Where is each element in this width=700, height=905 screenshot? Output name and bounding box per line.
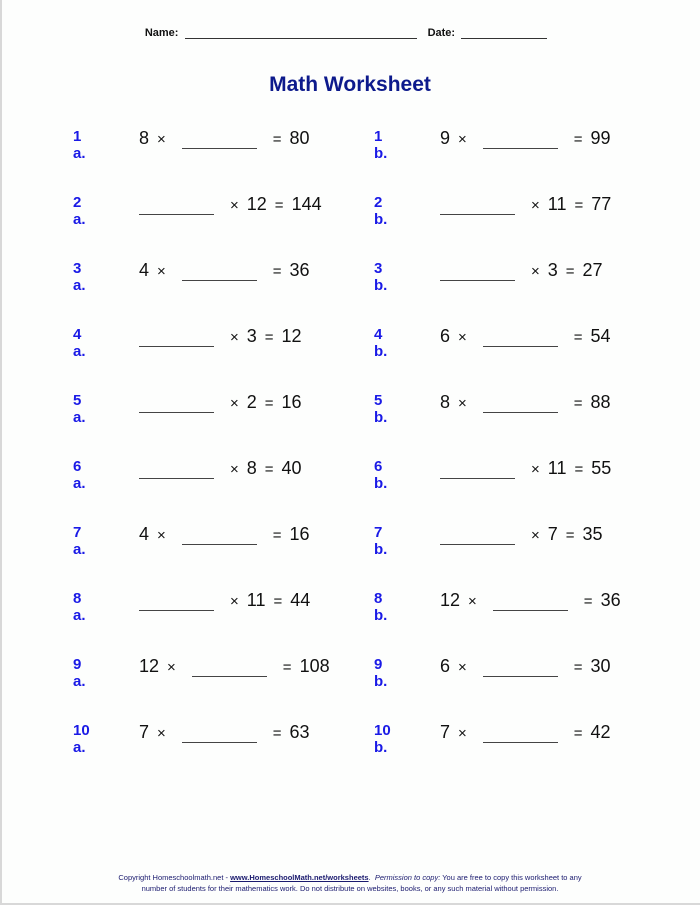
number: 35 (582, 524, 603, 544)
equation (440, 194, 611, 215)
number: 36 (600, 590, 621, 610)
problem-label: 5 b. (374, 392, 388, 426)
times-sign: × (531, 197, 540, 214)
equals-sign: = (573, 131, 583, 148)
times-sign: × (230, 395, 239, 412)
equation (139, 524, 310, 545)
number: 11 (246, 590, 266, 610)
equation (440, 458, 611, 479)
number: 77 (591, 194, 612, 214)
times-sign: × (458, 131, 467, 148)
number: 144 (291, 194, 322, 214)
permission-text: You are free to copy this worksheet to any (440, 873, 582, 882)
equation (139, 458, 302, 479)
problem-label: 1 b. (374, 128, 388, 162)
problem-label: 9 a. (73, 656, 86, 690)
equals-sign: = (574, 197, 584, 214)
times-sign: × (230, 461, 239, 478)
times-sign: × (458, 395, 467, 412)
number: 88 (590, 392, 611, 412)
number: 12 (246, 194, 267, 214)
equals-sign: = (583, 593, 593, 610)
times-sign: × (157, 131, 166, 148)
answer-blank[interactable] (192, 658, 267, 677)
times-sign: × (458, 329, 467, 346)
equation (139, 392, 302, 413)
worksheets-link[interactable]: www.HomeschoolMath.net/worksheets (230, 873, 369, 882)
answer-blank[interactable] (440, 262, 515, 281)
number: 54 (590, 326, 611, 346)
answer-blank[interactable] (139, 328, 214, 347)
answer-blank[interactable] (139, 196, 214, 215)
answer-blank[interactable] (483, 724, 558, 743)
number: 7 (547, 524, 558, 544)
problem-label: 4 a. (73, 326, 86, 360)
equation (440, 590, 621, 611)
problem-label: 6 b. (374, 458, 388, 492)
answer-blank[interactable] (440, 196, 515, 215)
number: 44 (290, 590, 311, 610)
problem-label: 2 b. (374, 194, 388, 228)
number: 27 (582, 260, 603, 280)
number: 9 (440, 128, 451, 148)
equation (139, 326, 302, 347)
number: 3 (246, 326, 257, 346)
equals-sign: = (264, 461, 274, 478)
date-field[interactable] (461, 28, 547, 39)
header (0, 27, 700, 39)
answer-blank[interactable] (182, 262, 257, 281)
equals-sign: = (574, 461, 584, 478)
answer-blank[interactable] (139, 460, 214, 479)
times-sign: × (230, 197, 239, 214)
footer: Copyright Homeschoolmath.net - www.HomeschoolMath.net/worksheets. Permission to copy: You are free to copy this worksheet to any number of students for their mathematics work. Do not distribute on websites, books, or any such material without permission. (118, 873, 582, 893)
times-sign: × (230, 593, 239, 610)
equation (139, 590, 310, 611)
equals-sign: = (282, 659, 292, 676)
number: 63 (289, 722, 310, 742)
equation (440, 128, 611, 149)
times-sign: × (157, 263, 166, 280)
problem-label: 1 a. (73, 128, 86, 162)
number: 36 (289, 260, 310, 280)
problem-label: 10 a. (73, 722, 90, 756)
answer-blank[interactable] (483, 328, 558, 347)
number: 8 (440, 392, 451, 412)
name-label: Name: (144, 27, 179, 39)
number: 12 (440, 590, 461, 610)
problem-label: 3 a. (73, 260, 86, 294)
answer-blank[interactable] (483, 130, 558, 149)
equals-sign: = (573, 659, 583, 676)
number: 11 (547, 194, 567, 214)
number: 30 (590, 656, 611, 676)
times-sign: × (531, 527, 540, 544)
times-sign: × (468, 593, 477, 610)
equation (440, 722, 611, 743)
equals-sign: = (272, 725, 282, 742)
answer-blank[interactable] (483, 394, 558, 413)
equals-sign: = (264, 395, 274, 412)
times-sign: × (458, 725, 467, 742)
number: 55 (591, 458, 612, 478)
equals-sign: = (272, 131, 282, 148)
number: 12 (139, 656, 160, 676)
equation (139, 722, 310, 743)
equals-sign: = (565, 527, 575, 544)
equation (440, 392, 611, 413)
times-sign: × (167, 659, 176, 676)
number: 7 (139, 722, 150, 742)
answer-blank[interactable] (139, 394, 214, 413)
equals-sign: = (273, 593, 283, 610)
problem-label: 8 a. (73, 590, 86, 624)
answer-blank[interactable] (182, 526, 257, 545)
number: 40 (281, 458, 302, 478)
equation (139, 128, 310, 149)
problem-label: 2 a. (73, 194, 86, 228)
times-sign: × (531, 461, 540, 478)
name-field[interactable] (185, 28, 417, 39)
page-edge-left (0, 0, 2, 905)
answer-blank[interactable] (483, 658, 558, 677)
problem-label: 8 b. (374, 590, 388, 624)
number: 4 (139, 524, 150, 544)
number: 16 (281, 392, 302, 412)
answer-blank[interactable] (440, 460, 515, 479)
problem-label: 3 b. (374, 260, 388, 294)
times-sign: × (157, 725, 166, 742)
problem-label: 9 b. (374, 656, 388, 690)
times-sign: × (531, 263, 540, 280)
permission-label: Permission to copy: (374, 873, 441, 882)
equals-sign: = (573, 329, 583, 346)
times-sign: × (458, 659, 467, 676)
problem-label: 10 b. (374, 722, 391, 756)
equals-sign: = (264, 329, 274, 346)
footer-line-2: number of students for their mathematics work. Do not distribute on websites, books, or any such material without permission. (141, 884, 559, 893)
number: 4 (139, 260, 150, 280)
equals-sign: = (565, 263, 575, 280)
page-title: Math Worksheet (269, 73, 431, 96)
equation (440, 656, 611, 677)
equals-sign: = (272, 527, 282, 544)
number: 6 (440, 656, 451, 676)
problem-label: 6 a. (73, 458, 86, 492)
equation (440, 524, 603, 545)
number: 16 (289, 524, 310, 544)
answer-blank[interactable] (139, 592, 214, 611)
number: 12 (281, 326, 302, 346)
answer-blank[interactable] (182, 130, 257, 149)
problem-label: 4 b. (374, 326, 388, 360)
number: 108 (299, 656, 330, 676)
answer-blank[interactable] (440, 526, 515, 545)
equals-sign: = (573, 395, 583, 412)
equation (139, 260, 310, 281)
equation (139, 656, 330, 677)
number: 6 (440, 326, 451, 346)
number: 2 (246, 392, 257, 412)
times-sign: × (230, 329, 239, 346)
problem-label: 7 b. (374, 524, 388, 558)
number: 11 (547, 458, 567, 478)
answer-blank[interactable] (493, 592, 568, 611)
copyright-text: Copyright Homeschoolmath.net - (118, 873, 231, 882)
answer-blank[interactable] (182, 724, 257, 743)
times-sign: × (157, 527, 166, 544)
number: 7 (440, 722, 451, 742)
number: 3 (547, 260, 558, 280)
problem-label: 7 a. (73, 524, 86, 558)
number: 80 (289, 128, 310, 148)
number: 8 (139, 128, 150, 148)
problem-label: 5 a. (73, 392, 86, 426)
number: 99 (590, 128, 611, 148)
equation (440, 326, 611, 347)
equals-sign: = (573, 725, 583, 742)
equation (440, 260, 603, 281)
equation (139, 194, 322, 215)
date-label: Date: (427, 27, 456, 39)
equals-sign: = (272, 263, 282, 280)
number: 42 (590, 722, 611, 742)
equals-sign: = (274, 197, 284, 214)
number: 8 (246, 458, 257, 478)
